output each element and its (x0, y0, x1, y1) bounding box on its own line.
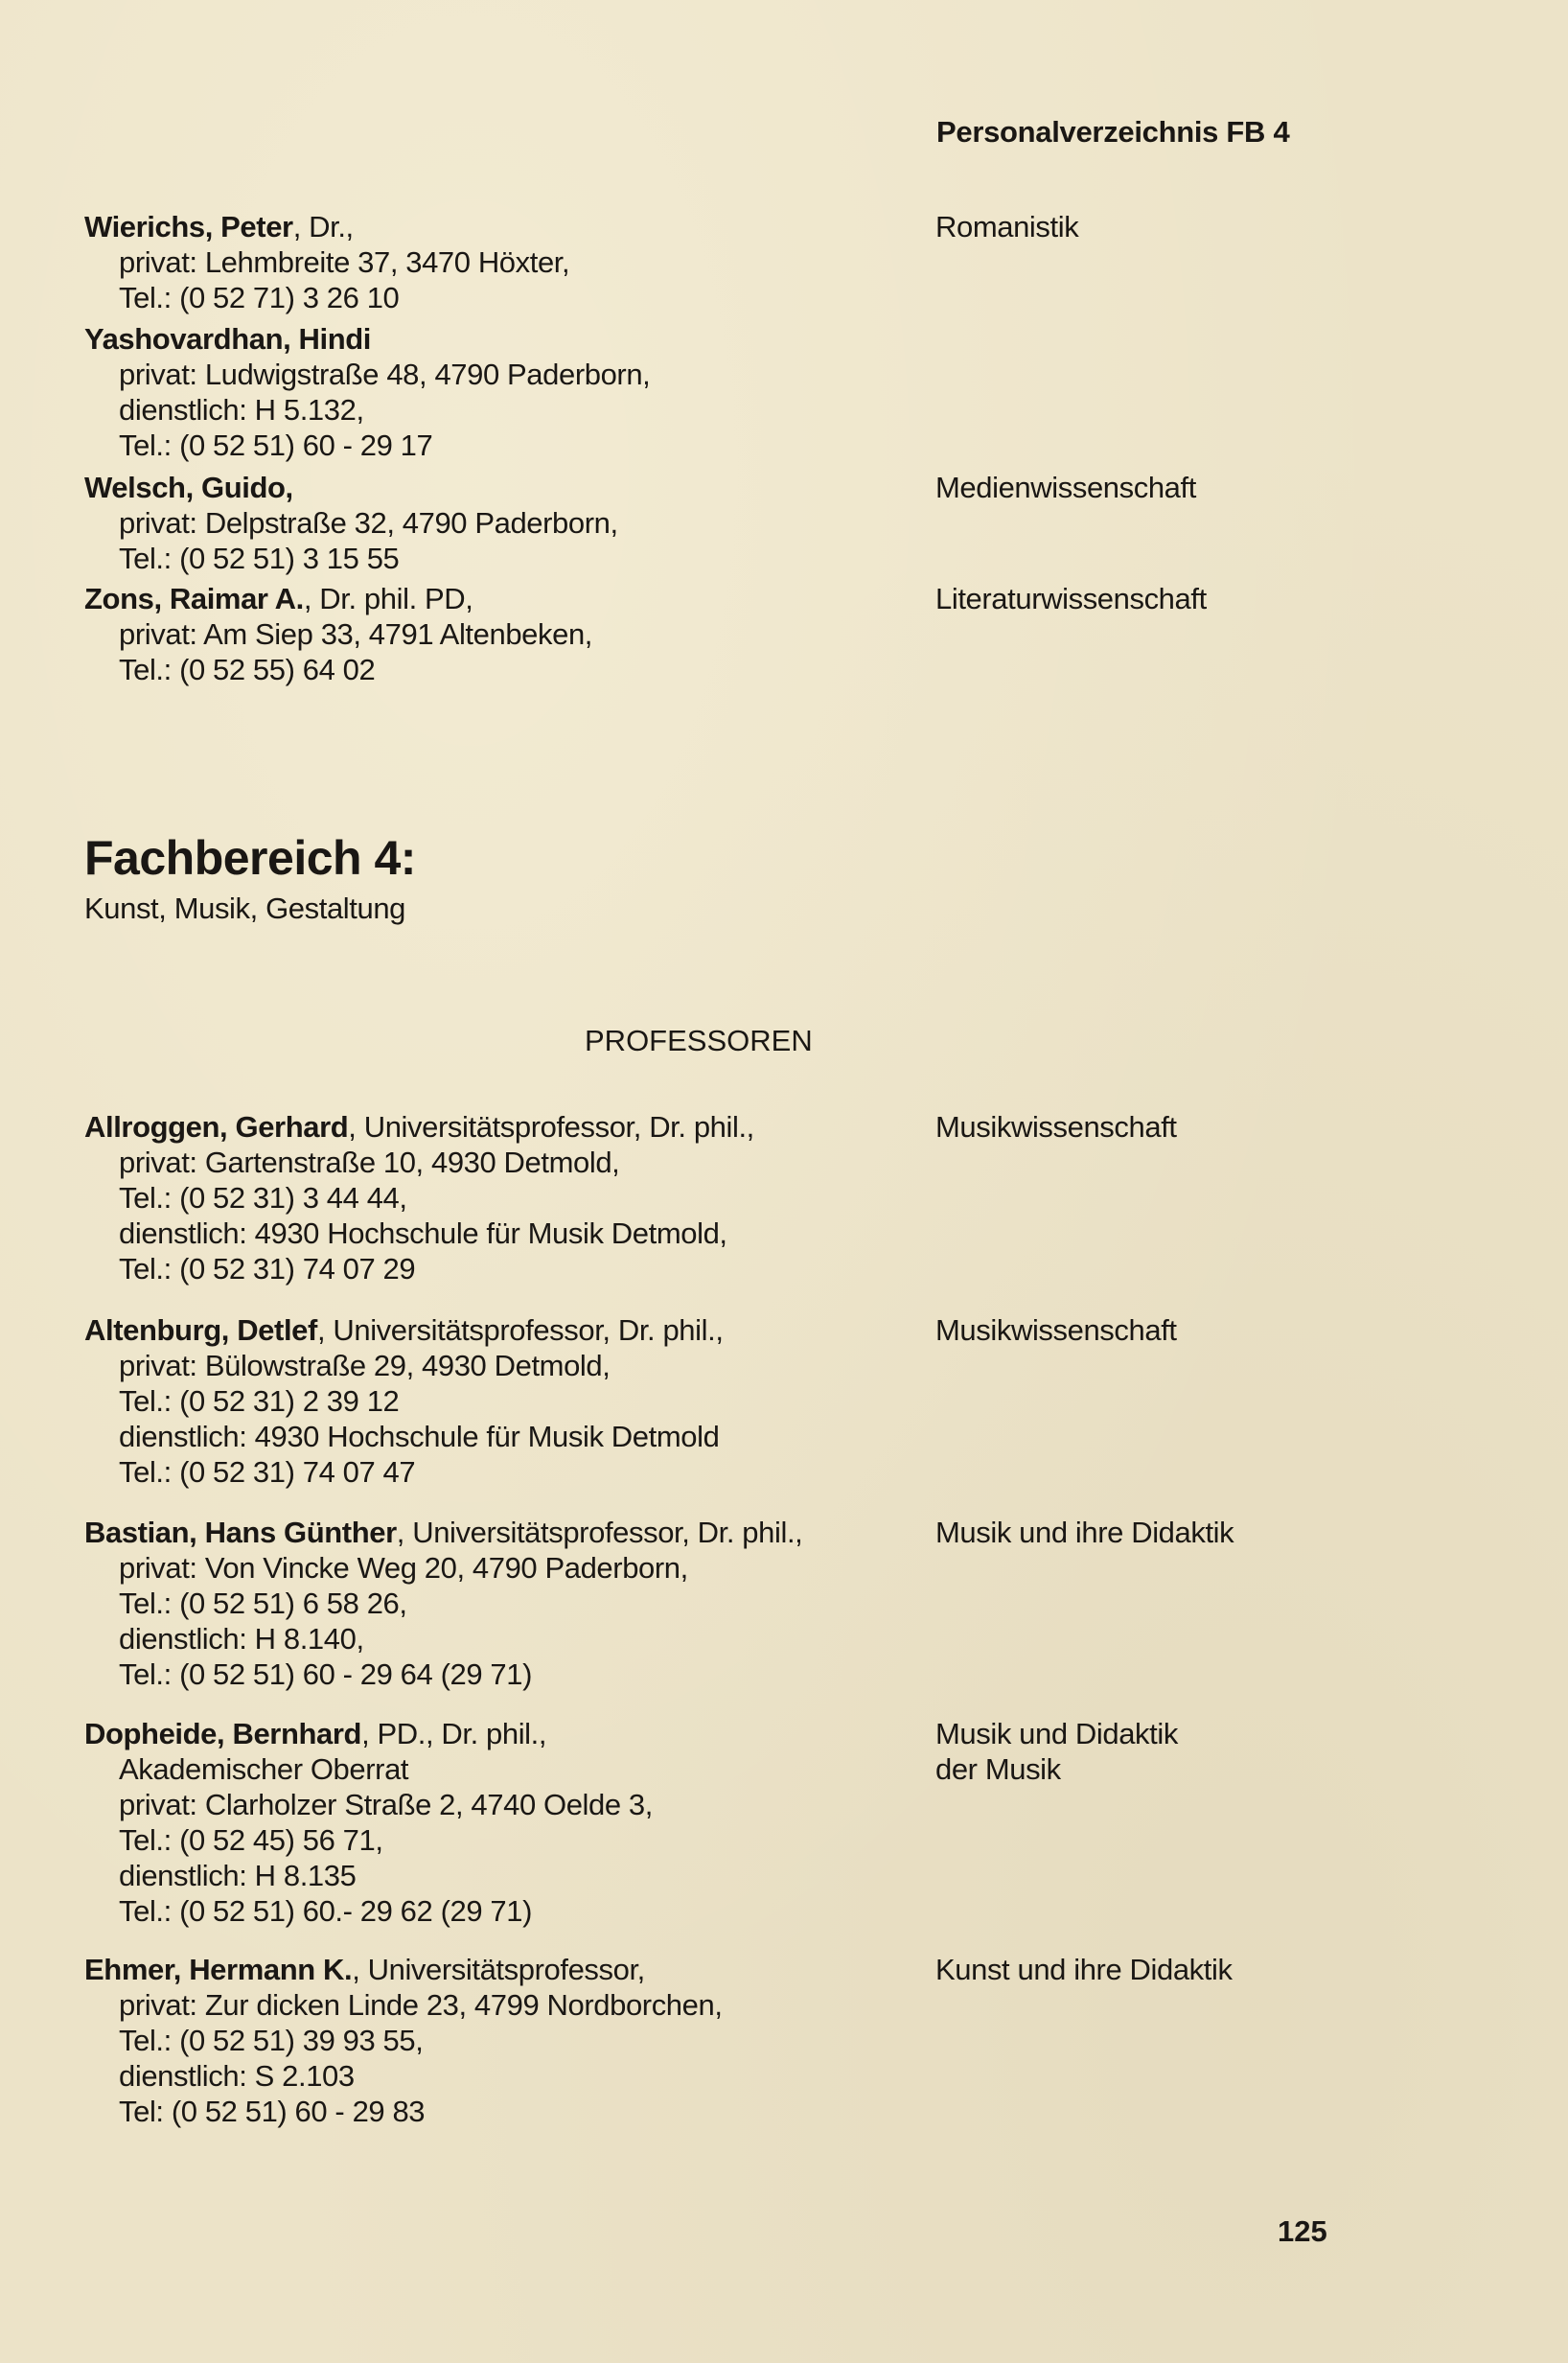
entry-name-line (84, 209, 1349, 244)
person-entry-altenburg (84, 1312, 1349, 1490)
entry-detail: dienstlich: H 8.140, (119, 1622, 364, 1656)
person-name: Altenburg, Detlef (84, 1313, 317, 1347)
department-label: Medienwissenschaft (935, 471, 1196, 504)
department-label-line: der Musik (935, 1752, 1061, 1786)
department-label: Musikwissenschaft (935, 1313, 1177, 1347)
entry-detail: dienstlich: 4930 Hochschule für Musik Detmold, (119, 1216, 727, 1250)
person-name: Wierichs, Peter (84, 210, 293, 243)
entry-detail: Tel.: (0 52 55) 64 02 (119, 653, 376, 686)
entry-detail: Tel.: (0 52 31) 74 07 29 (119, 1252, 416, 1286)
person-name: Zons, Raimar A. (84, 582, 304, 615)
person-name: Bastian, Hans Günther (84, 1516, 397, 1549)
department-label: Literaturwissenschaft (935, 582, 1207, 615)
person-name: Allroggen, Gerhard (84, 1110, 349, 1144)
section-heading: PROFESSOREN (585, 1024, 813, 1057)
entry-name-line (84, 321, 1349, 357)
entry-detail: dienstlich: S 2.103 (119, 2059, 355, 2093)
person-name: Welsch, Guido, (84, 471, 293, 504)
entry-detail: Tel.: (0 52 71) 3 26 10 (119, 281, 400, 314)
entry-detail: Tel: (0 52 51) 60 - 29 83 (119, 2095, 426, 2128)
entry-detail: privat: Gartenstraße 10, 4930 Detmold, (119, 1146, 620, 1179)
department-label: Kunst und ihre Didaktik (935, 1953, 1233, 1986)
faculty-subtitle: Kunst, Musik, Gestaltung (84, 892, 406, 925)
department-label: Musik und ihre Didaktik (935, 1516, 1234, 1549)
person-entry-bastian (84, 1515, 1349, 1692)
entry-detail: Tel.: (0 52 51) 60 - 29 64 (29 71) (119, 1657, 532, 1691)
person-entry-welsch (84, 470, 1349, 576)
department-label-line: Musik und Didaktik (935, 1717, 1178, 1750)
entry-detail: privat: Bülowstraße 29, 4930 Detmold, (119, 1349, 611, 1382)
department-label (935, 1716, 1178, 1787)
person-entry-dopheide (84, 1716, 1349, 1929)
entry-detail: privat: Von Vincke Weg 20, 4790 Paderborn, (119, 1551, 688, 1585)
entry-detail: Tel.: (0 52 31) 74 07 47 (119, 1455, 416, 1489)
department-label: Romanistik (935, 210, 1079, 243)
person-name: Dopheide, Bernhard (84, 1717, 362, 1750)
entry-detail: Tel.: (0 52 51) 60.- 29 62 (29 71) (119, 1894, 532, 1928)
entry-detail: Tel.: (0 52 51) 6 58 26, (119, 1587, 407, 1620)
faculty-title: Fachbereich 4: (84, 831, 416, 885)
entry-detail: privat: Zur dicken Linde 23, 4799 Nordborchen, (119, 1988, 723, 2022)
entry-detail: Tel.: (0 52 51) 60 - 29 17 (119, 429, 433, 462)
entry-detail: Tel.: (0 52 45) 56 71, (119, 1823, 383, 1857)
running-header: Personalverzeichnis FB 4 (936, 115, 1290, 149)
entry-detail: privat: Ludwigstraße 48, 4790 Paderborn, (119, 358, 651, 391)
person-entry-ehmer (84, 1952, 1349, 2129)
person-name: Yashovardhan, Hindi (84, 322, 372, 356)
entry-detail: privat: Am Siep 33, 4791 Altenbeken, (119, 617, 592, 651)
entry-detail: dienstlich: 4930 Hochschule für Musik Detmold (119, 1420, 720, 1453)
person-title: , PD., Dr. phil., (361, 1717, 547, 1750)
entry-detail: Tel.: (0 52 31) 2 39 12 (119, 1384, 400, 1418)
entry-detail: dienstlich: H 5.132, (119, 393, 364, 427)
person-entry-yashovardhan (84, 321, 1349, 463)
entry-detail: Akademischer Oberrat (119, 1752, 409, 1786)
person-title: , Universitätsprofessor, Dr. phil., (348, 1110, 754, 1144)
entry-detail: dienstlich: H 8.135 (119, 1859, 357, 1892)
person-title: , Dr. phil. PD, (303, 582, 473, 615)
entry-detail: privat: Clarholzer Straße 2, 4740 Oelde 3, (119, 1788, 653, 1821)
person-title: , Universitätsprofessor, (352, 1953, 645, 1986)
entry-detail: Tel.: (0 52 31) 3 44 44, (119, 1181, 407, 1215)
person-entry-allroggen (84, 1109, 1349, 1286)
entry-detail: Tel.: (0 52 51) 3 15 55 (119, 542, 400, 575)
person-entry-zons (84, 581, 1349, 687)
person-entry-wierichs (84, 209, 1349, 315)
person-name: Ehmer, Hermann K. (84, 1953, 353, 1986)
entry-detail: privat: Delpstraße 32, 4790 Paderborn, (119, 506, 618, 540)
person-title: , Dr., (292, 210, 354, 243)
page-number: 125 (1278, 2214, 1327, 2248)
person-title: , Universitätsprofessor, Dr. phil., (316, 1313, 724, 1347)
department-label: Musikwissenschaft (935, 1110, 1177, 1144)
person-title: , Universitätsprofessor, Dr. phil., (396, 1516, 803, 1549)
entry-detail: Tel.: (0 52 51) 39 93 55, (119, 2024, 424, 2057)
entry-detail: privat: Lehmbreite 37, 3470 Höxter, (119, 245, 570, 279)
